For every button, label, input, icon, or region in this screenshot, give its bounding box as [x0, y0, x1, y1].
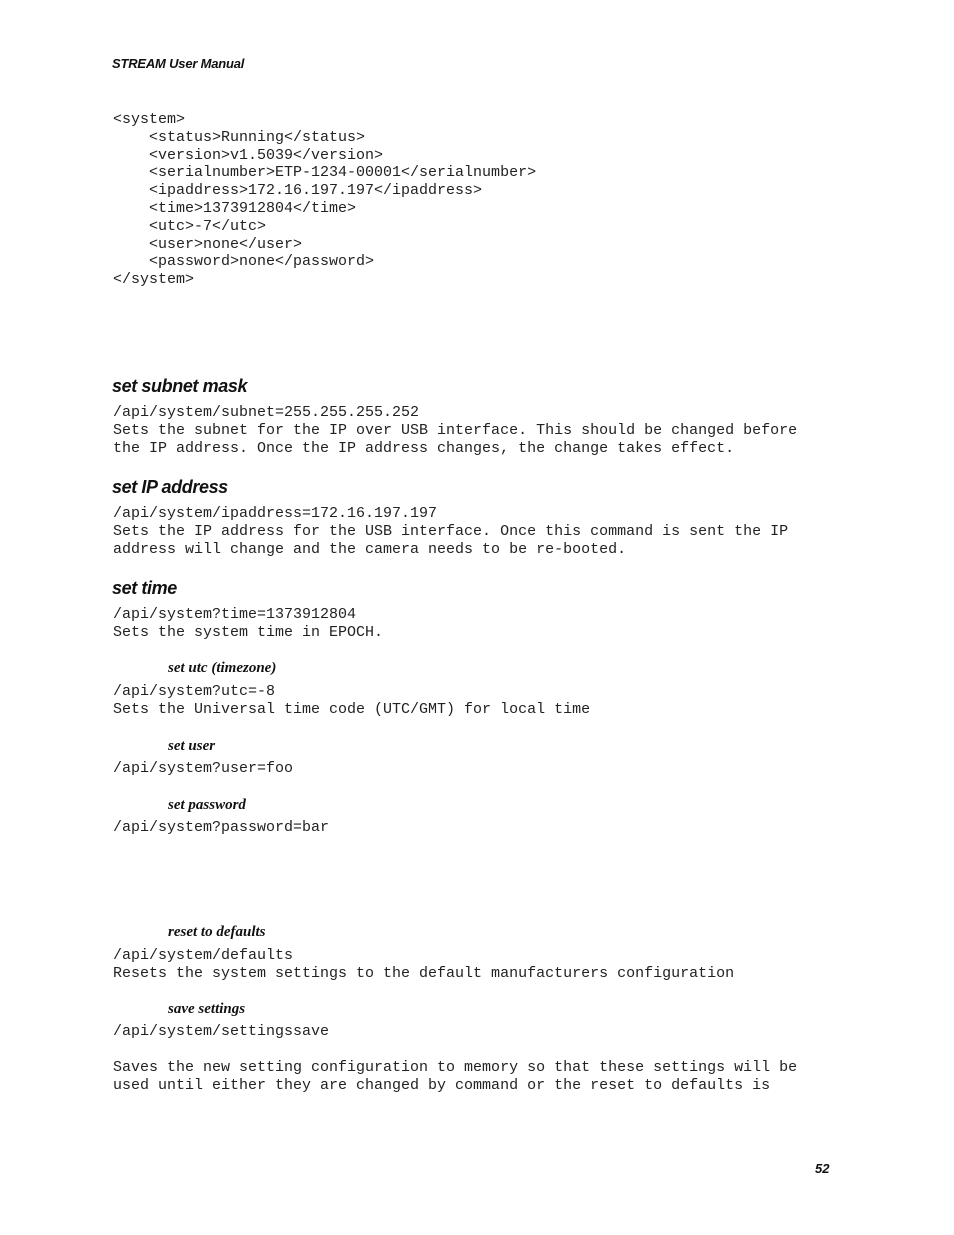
system-xml-example: <system> <status>Running</status> <version>v1.5039</version> <serialnumber>ETP-1234-00001</serialnumber> <ipaddress>172.16.197.197</ipaddress> <time>1373912804</time> <utc>-7</utc> <user>none</user> <password>none</password> </system> — [113, 111, 537, 289]
heading-set-subnet-mask: set subnet mask — [112, 376, 248, 396]
heading-set-utc: set utc (timezone) — [168, 660, 277, 676]
save-description: Saves the new setting configuration to memory so that these settings will be used until either they are changed by command or the reset to defaults is — [113, 1059, 798, 1094]
defaults-body: /api/system/defaults Resets the system settings to the default manufacturers configuration — [113, 947, 735, 982]
subnet-body: /api/system/subnet=255.255.255.252 Sets the subnet for the IP over USB interface. This should be changed before the IP address. Once the IP address changes, the change takes effect. — [113, 404, 798, 457]
time-body: /api/system?time=1373912804 Sets the system time in EPOCH. — [113, 606, 384, 641]
heading-set-user: set user — [168, 738, 216, 754]
heading-save-settings: save settings — [168, 1001, 246, 1017]
user-body: /api/system?user=foo — [113, 760, 294, 777]
running-header: STREAM User Manual — [112, 56, 245, 71]
heading-reset-to-defaults: reset to defaults — [168, 924, 266, 940]
utc-body: /api/system?utc=-8 Sets the Universal time code (UTC/GMT) for local time — [113, 683, 591, 718]
heading-set-time: set time — [112, 578, 177, 598]
ipaddress-body: /api/system/ipaddress=172.16.197.197 Sets the IP address for the USB interface. Once this command is sent the IP address will change and the camera needs to be re-booted. — [113, 505, 789, 558]
password-body: /api/system?password=bar — [113, 819, 330, 836]
heading-set-password: set password — [168, 797, 246, 813]
save-body: /api/system/settingssave — [113, 1023, 330, 1040]
heading-set-ip-address: set IP address — [112, 477, 228, 497]
page-number: 52 — [815, 1161, 830, 1176]
